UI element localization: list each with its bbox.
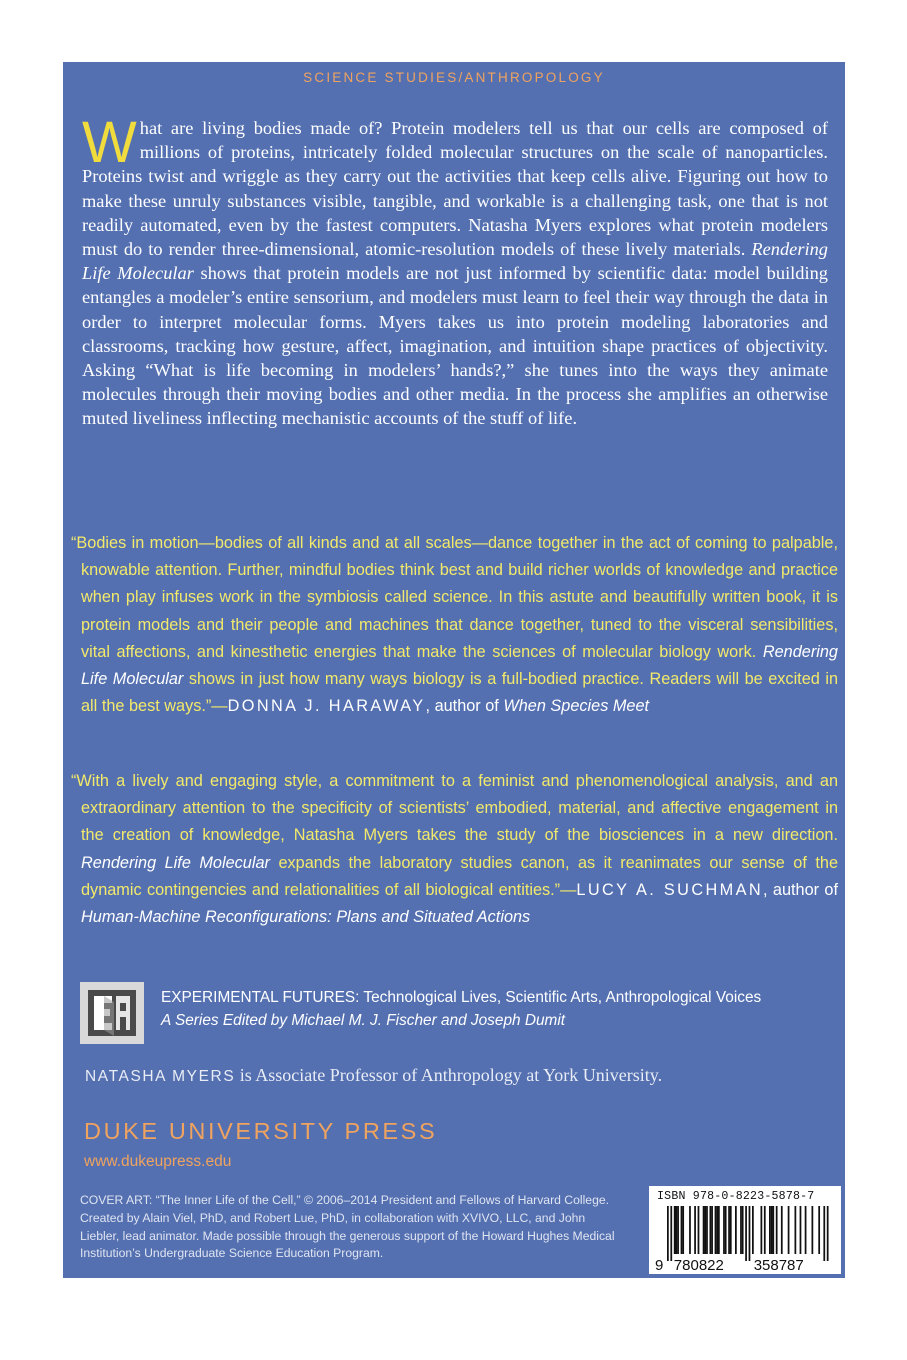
series-name: EXPERIMENTAL FUTURES: xyxy=(161,989,360,1006)
barcode-bar xyxy=(805,1206,807,1254)
barcode-digits-right: 358787 xyxy=(753,1257,804,1274)
series-title-line xyxy=(161,986,841,1009)
barcode-bar xyxy=(788,1206,790,1254)
blurb-attribution-name: LUCY A. SUCHMAN xyxy=(576,880,764,899)
barcode-bar xyxy=(745,1206,747,1261)
barcode-bar xyxy=(711,1206,713,1254)
barcode-bar xyxy=(715,1206,717,1254)
barcode-bar xyxy=(681,1206,683,1254)
description-part-2: shows that protein models are not just informed by scientific data: model building entangles a modeler’s entire sensorium, and modelers must learn to feel their way through the data in order to interpret molecular forms. Myers takes us into protein modeling laboratories and classrooms, tracking how gesture, affect, imagination, and intuition shape practices of objectivity. Asking “What is life becoming in modelers’ hands?,” she tunes into the ways they animate molecules through their moving bodies and other media. In the process she amplifies an otherwise muted liveliness inflecting mechanistic accounts of the stuff of life. xyxy=(82,263,828,429)
publisher-url[interactable]: www.dukeupress.edu xyxy=(84,1153,232,1170)
blurb-book-title: Rendering Life Molecular xyxy=(81,642,838,689)
barcode-bar xyxy=(795,1206,797,1254)
barcode-bar xyxy=(670,1206,672,1261)
barcode-bar xyxy=(764,1206,766,1254)
category-label: SCIENCE STUDIES/ANTHROPOLOGY xyxy=(303,70,605,85)
barcode-bar xyxy=(776,1206,778,1254)
barcode-bar xyxy=(749,1206,751,1261)
barcode-bar xyxy=(725,1206,727,1254)
description-book-title: Rendering Life Molecular xyxy=(82,239,828,284)
blurb-attribution-mid: , author of xyxy=(763,880,838,899)
author-bio-text: is Associate Professor of Anthropology at York University. xyxy=(235,1065,663,1085)
barcode-bar xyxy=(704,1206,706,1254)
barcode-digit-first: 9 xyxy=(655,1257,664,1274)
publisher-name: DUKE UNIVERSITY PRESS xyxy=(84,1118,438,1144)
barcode-bar xyxy=(823,1206,825,1261)
series-subtitle: Technological Lives, Scientific Arts, Anthropological Voices xyxy=(359,989,762,1006)
barcode-bar xyxy=(728,1206,730,1254)
isbn-barcode xyxy=(649,1186,841,1274)
barcode-bar xyxy=(706,1206,708,1254)
back-cover xyxy=(63,62,845,1278)
barcode-bar xyxy=(761,1206,763,1254)
barcode-bar xyxy=(772,1206,774,1254)
barcode-bar xyxy=(674,1206,676,1254)
blurb-text-1: “Bodies in motion—bodies of all kinds and at all scales—dance together in the act of coming to palpable, knowable attention. Further, mindful bodies think best and build richer worlds of knowledge and practice when play infuses work in the symbiosis called science. In this astute and beautifully written book, it is protein models and their people and machines that dance together, tuned to the visceral sensibilities, vital affections, and kinesthetic energies that make the sciences of molecular biology work. xyxy=(71,534,838,661)
series-info xyxy=(161,986,841,1032)
barcode-digits-left: 780822 xyxy=(673,1257,724,1274)
barcode-bar xyxy=(710,1206,712,1254)
barcode-bar xyxy=(667,1206,669,1261)
isbn-label: ISBN 978-0-8223-5878-7 xyxy=(657,1190,815,1203)
barcode-bar xyxy=(742,1206,744,1254)
barcode-bar xyxy=(703,1206,705,1254)
blurb-attribution-work: When Species Meet xyxy=(503,697,650,716)
barcode-bar xyxy=(781,1206,783,1254)
cover-art-credit: COVER ART: “The Inner Life of the Cell,” © 2006–2014 President and Fellows of Harvard College. Created by Alain Viel, PhD, and Robert Lue, PhD, in collaboration with XVIVO, LLC, and John Liebler, lead animator. Made possible through the generous support of the Howard Hughes Medical Institution’s Undergraduate Science Education Program. xyxy=(80,1193,615,1261)
blurb-text-2: expands the laboratory studies canon, as it reanimates our sense of the dynamic contingencies and relationalities of all biological entities.”— xyxy=(81,853,838,899)
barcode-bar xyxy=(676,1206,678,1254)
book-description xyxy=(82,110,828,431)
author-bio xyxy=(85,1065,662,1086)
barcode-bars xyxy=(649,1186,841,1274)
barcode-bar xyxy=(735,1206,737,1254)
barcode-bar xyxy=(689,1206,691,1254)
blurb-attribution-mid: , author of xyxy=(425,697,504,716)
author-name: NATASHA MYERS xyxy=(85,1068,236,1085)
series-editors: A Series Edited by Michael M. J. Fischer and Joseph Dumit xyxy=(161,1012,566,1029)
barcode-bar xyxy=(682,1206,684,1254)
blurb-book-title: Rendering Life Molecular xyxy=(81,853,270,872)
barcode-bar xyxy=(677,1206,679,1254)
barcode-bar xyxy=(812,1206,814,1254)
barcode-bar xyxy=(718,1206,720,1254)
barcode-bar xyxy=(723,1206,725,1254)
blurb-attribution-name: DONNA J. HARAWAY xyxy=(227,697,426,716)
blurb-attribution-work: Human-Machine Reconfigurations: Plans and Situated Actions xyxy=(81,908,531,927)
barcode-bar xyxy=(730,1206,732,1254)
drop-cap: W xyxy=(82,110,137,175)
barcode-bar xyxy=(752,1206,754,1254)
barcode-bar xyxy=(769,1206,771,1254)
barcode-bar xyxy=(827,1206,829,1261)
barcode-bar xyxy=(800,1206,802,1254)
barcode-bar xyxy=(771,1206,773,1254)
barcode-bar xyxy=(716,1206,718,1254)
blurb-text-1: “With a lively and engaging style, a commitment to a feminist and phenomenological analysis, and an extraordinary attention to the specificity of scientists’ embodied, material, and affective engagement in the creation of knowledge, Natasha Myers takes the study of the biosciences in a new direction. xyxy=(71,772,838,845)
barcode-bar xyxy=(698,1206,700,1254)
series-logo-icon xyxy=(80,982,144,1044)
barcode-bar xyxy=(694,1206,696,1254)
description-part-1: hat are living bodies made of? Protein modelers tell us that our cells are composed of millions of proteins, intricately folded molecular structures on the scale of nanoparticles. Proteins twist and wriggle as they carry out the activities that keep cells alive. Figuring out how to make these unruly substances visible, tangible, and workable is a challenging task, one that is not readily automated, even by the fastest computers. Natasha Myers explores what protein modelers must do to render three-dimensional, atomic-resolution models of these lively materials. xyxy=(82,118,828,260)
barcode-bar xyxy=(818,1206,820,1254)
blurb-haraway xyxy=(71,530,838,720)
blurb-text-2: shows in just how many ways biology is a full-bodied practice. Readers will be excited in all the best ways.”— xyxy=(81,670,838,716)
blurb-suchman xyxy=(71,768,838,931)
barcode-bar xyxy=(740,1206,742,1254)
